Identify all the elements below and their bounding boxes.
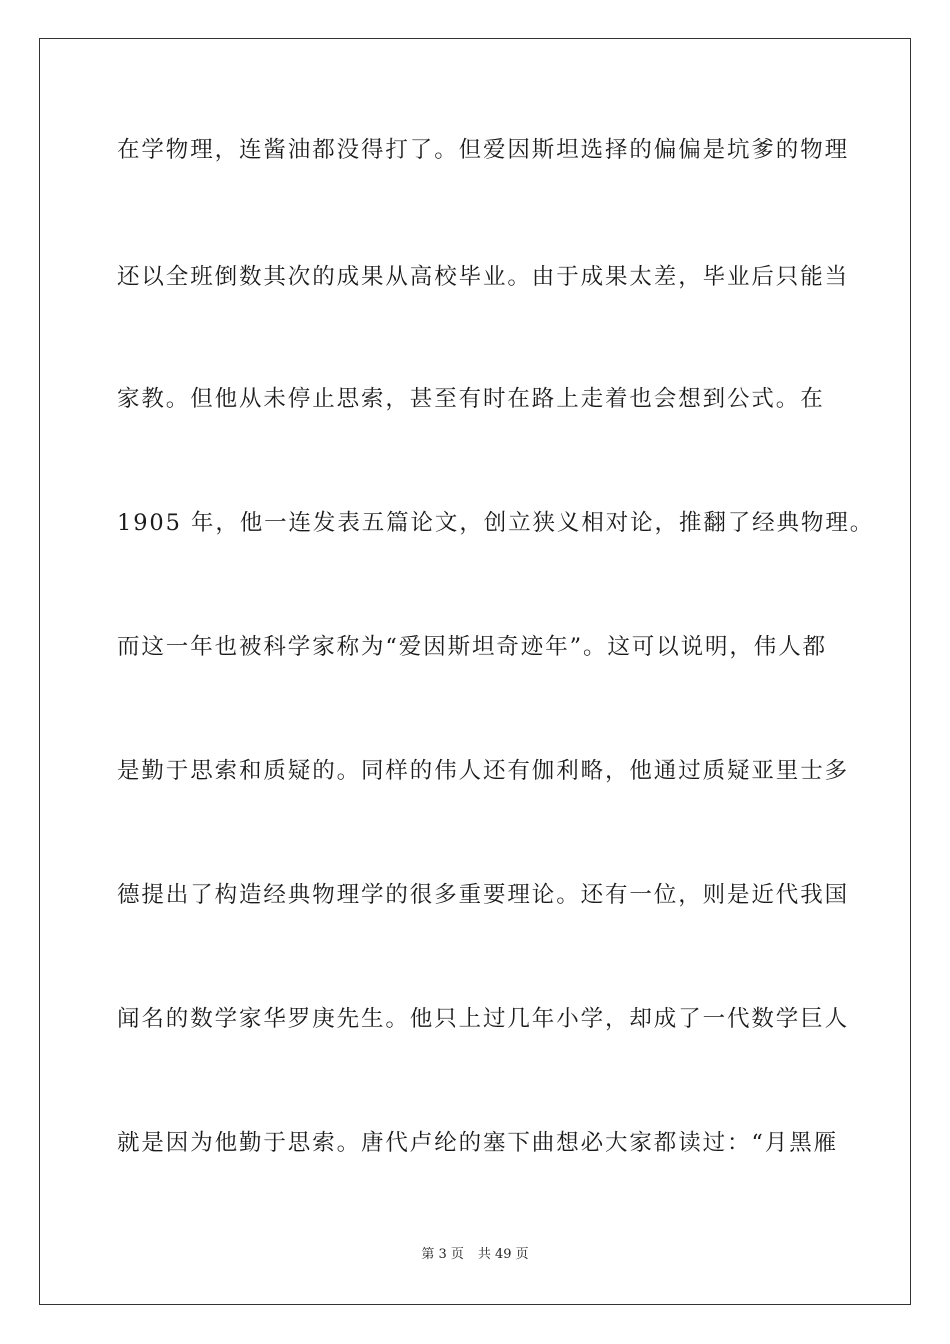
page-number: 第 3 页 <box>421 1247 464 1262</box>
text-line-1: 在学物理，连酱油都没得打了。但爱因斯坦选择的偏偏是坑爹的物理 <box>117 137 850 163</box>
text-line-2: 还以全班倒数其次的成果从高校毕业。由于成果太差，毕业后只能当 <box>117 264 850 290</box>
page-footer <box>0 1246 950 1264</box>
text-line-7: 德提出了构造经典物理学的很多重要理论。还有一位，则是近代我国 <box>117 882 850 908</box>
text-line-9: 就是因为他勤于思索。唐代卢纶的塞下曲想必大家都读过：“月黑雁 <box>117 1130 839 1156</box>
text-line-3: 家教。但他从未停止思索，甚至有时在路上走着也会想到公式。在 <box>117 386 825 412</box>
page-total: 共 49 页 <box>477 1247 529 1262</box>
text-line-6: 是勤于思索和质疑的。同样的伟人还有伽利略，他通过质疑亚里士多 <box>117 758 850 784</box>
text-line-8: 闻名的数学家华罗庚先生。他只上过几年小学，却成了一代数学巨人 <box>117 1006 850 1032</box>
text-line-4: 1905 年，他一连发表五篇论文，创立狭义相对论，推翻了经典物理。 <box>117 510 875 536</box>
text-line-5: 而这一年也被科学家称为“爱因斯坦奇迹年”。这可以说明，伟人都 <box>117 634 828 660</box>
page-border <box>39 38 911 1305</box>
